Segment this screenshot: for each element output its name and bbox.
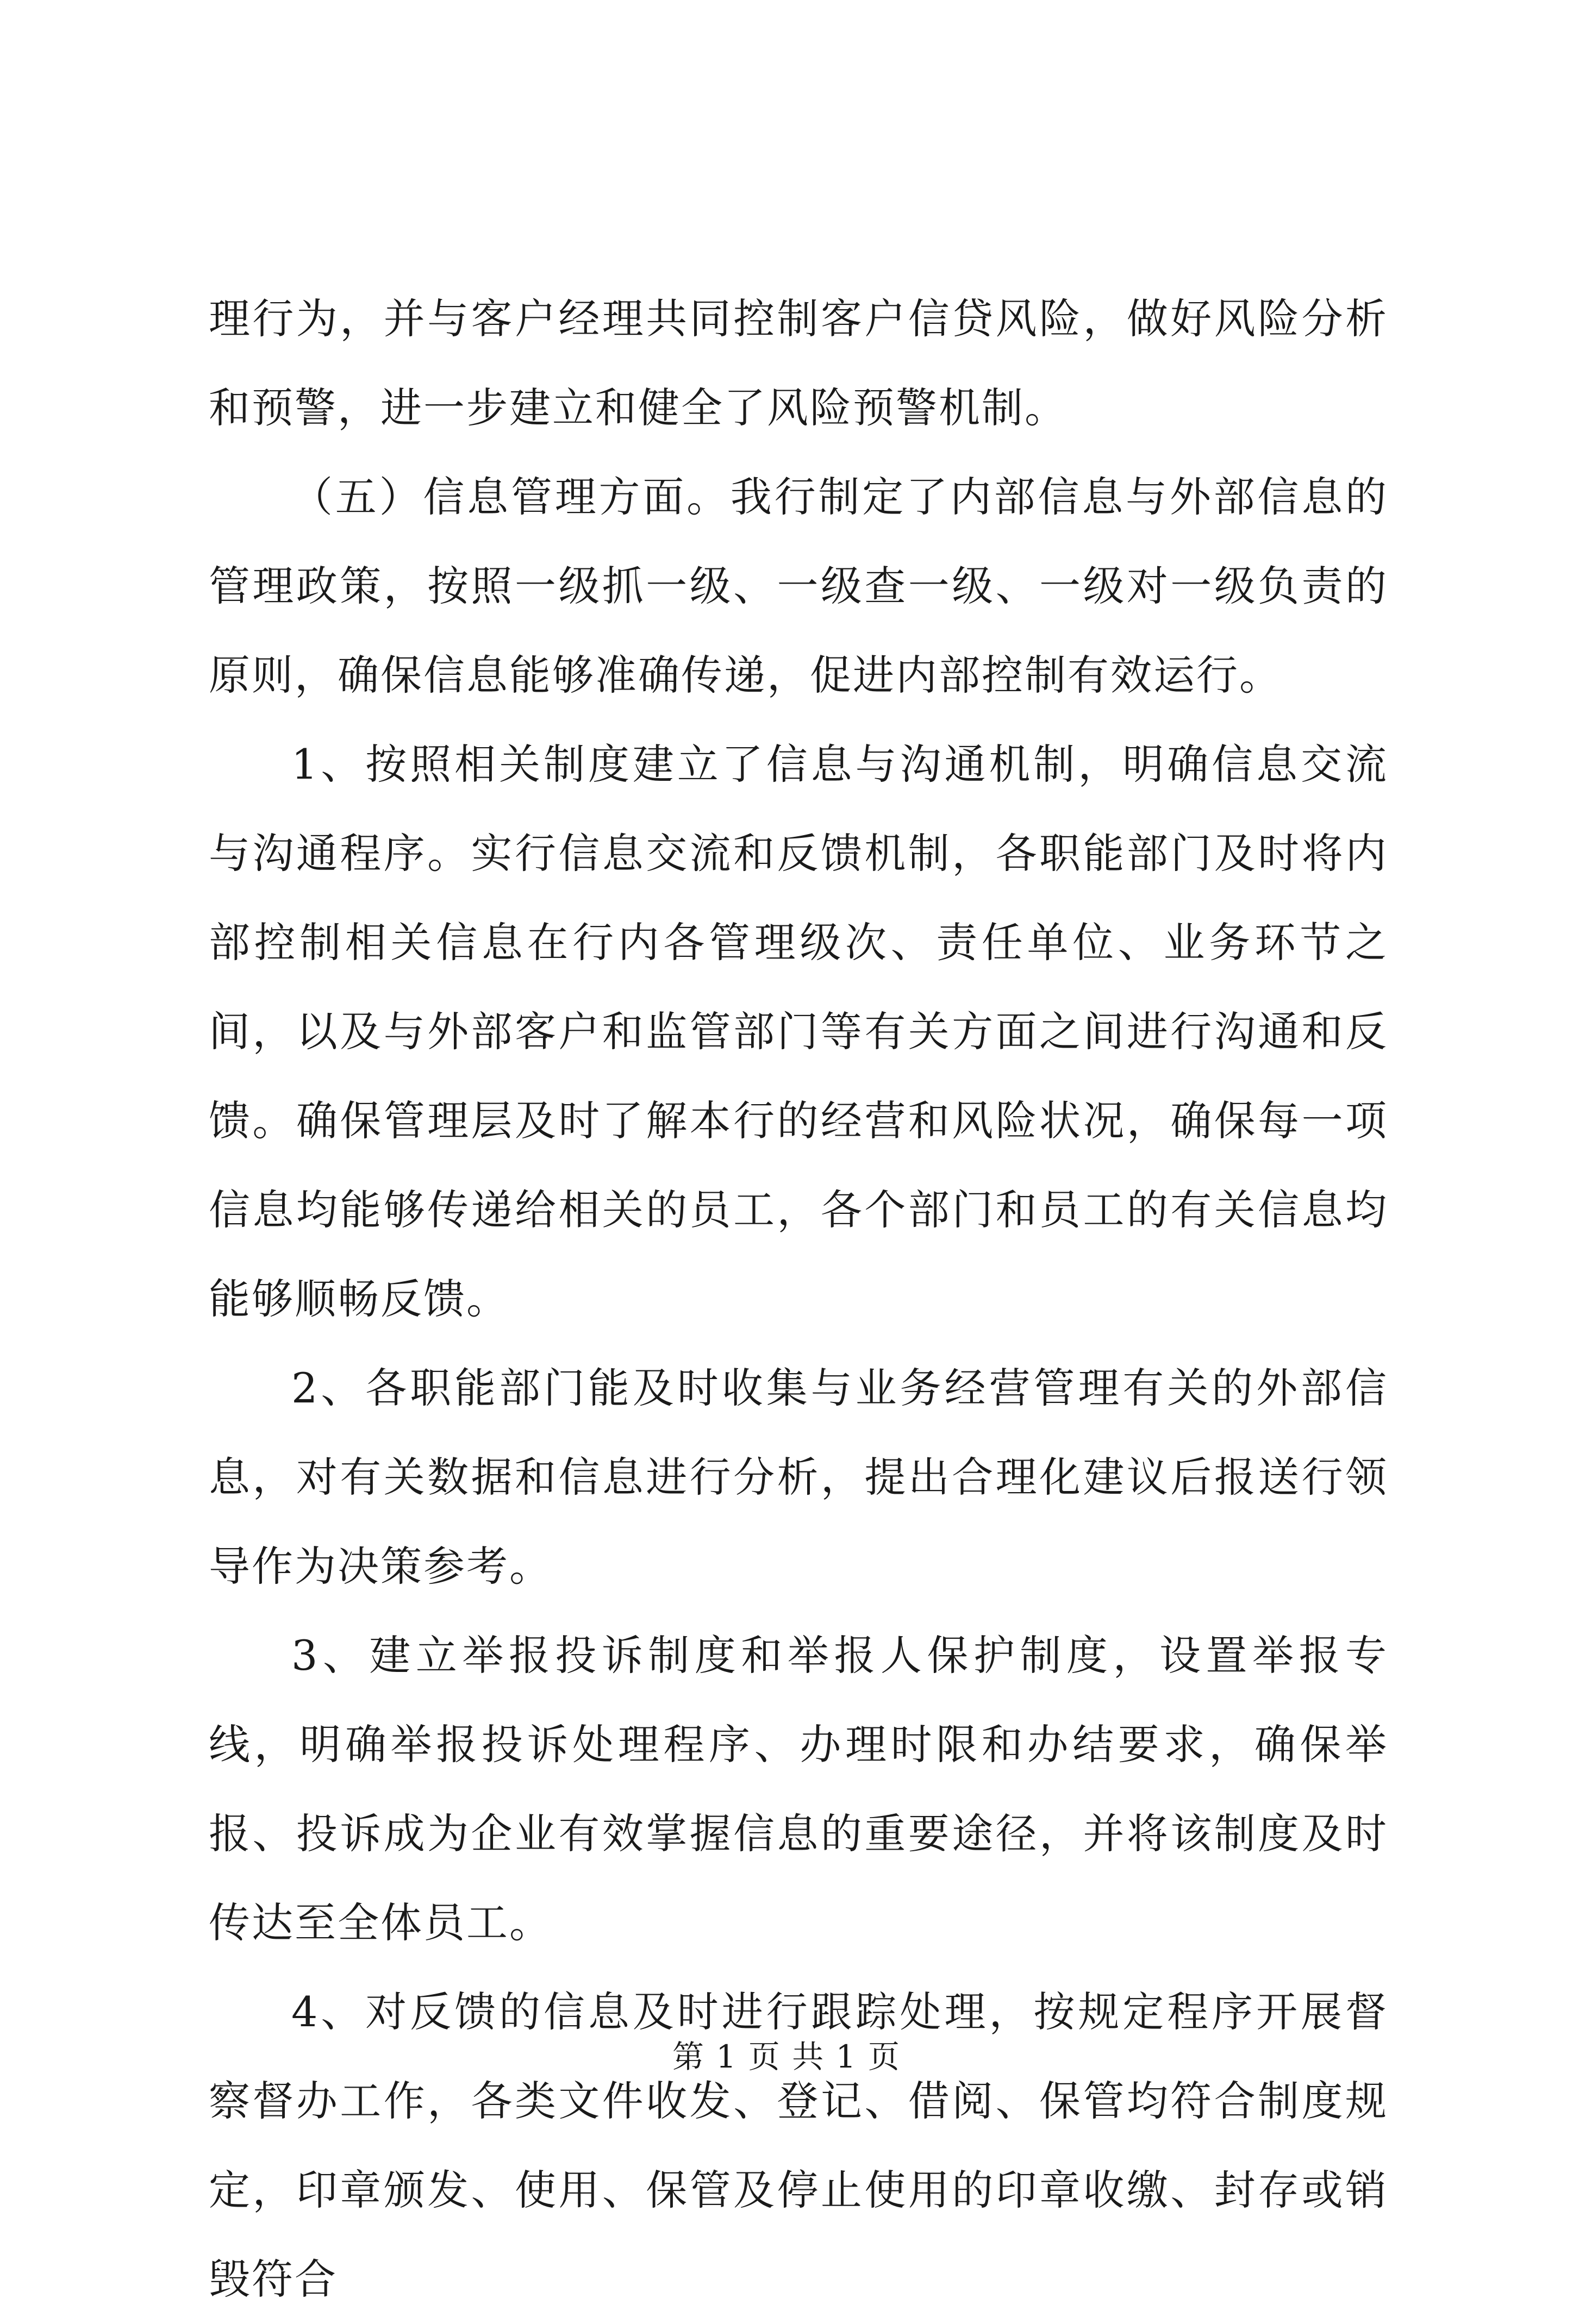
paragraph-item-2: 2、各职能部门能及时收集与业务经营管理有关的外部信息，对有关数据和信息进行分析，提出合理化建议后报送行领导作为决策参考。 (209, 1364, 1388, 1590)
paragraph-item-1: 1、按照相关制度建立了信息与沟通机制，明确信息交流与沟通程序。实行信息交流和反馈机制，各职能部门及时将内部控制相关信息在行内各管理级次、责任单位、业务环节之间，以及与外部客户和监管部门等有关方面之间进行沟通和反馈。确保管理层及时了解本行的经营和风险状况，确保每一项信息均能够传递给相关的员工，各个部门和员工的有关信息均能够顺畅反馈。 (209, 740, 1388, 1323)
paragraph-continuation: 理行为，并与客户经理共同控制客户信贷风险，做好风险分析和预警，进一步建立和健全了风险预警机制。 (209, 295, 1388, 432)
paragraph-item-4: 4、对反馈的信息及时进行跟踪处理，按规定程序开展督察督办工作，各类文件收发、登记、借阅、保管均符合制度规定，印章颁发、使用、保管及停止使用的印章收缴、封存或销毁符合 (209, 1988, 1388, 2303)
page-number-footer: 第 1 页 共 1 页 (672, 2038, 901, 2075)
paragraph-section-five: （五）信息管理方面。我行制定了内部信息与外部信息的管理政策，按照一级抓一级、一级查一级、一级对一级负责的原则，确保信息能够准确传递，促进内部控制有效运行。 (209, 473, 1388, 699)
paragraph-item-3: 3、建立举报投诉制度和举报人保护制度，设置举报专线，明确举报投诉处理程序、办理时限和办结要求，确保举报、投诉成为企业有效掌握信息的重要途径，并将该制度及时传达至全体员工。 (209, 1631, 1388, 1947)
document-body (209, 274, 1388, 2324)
